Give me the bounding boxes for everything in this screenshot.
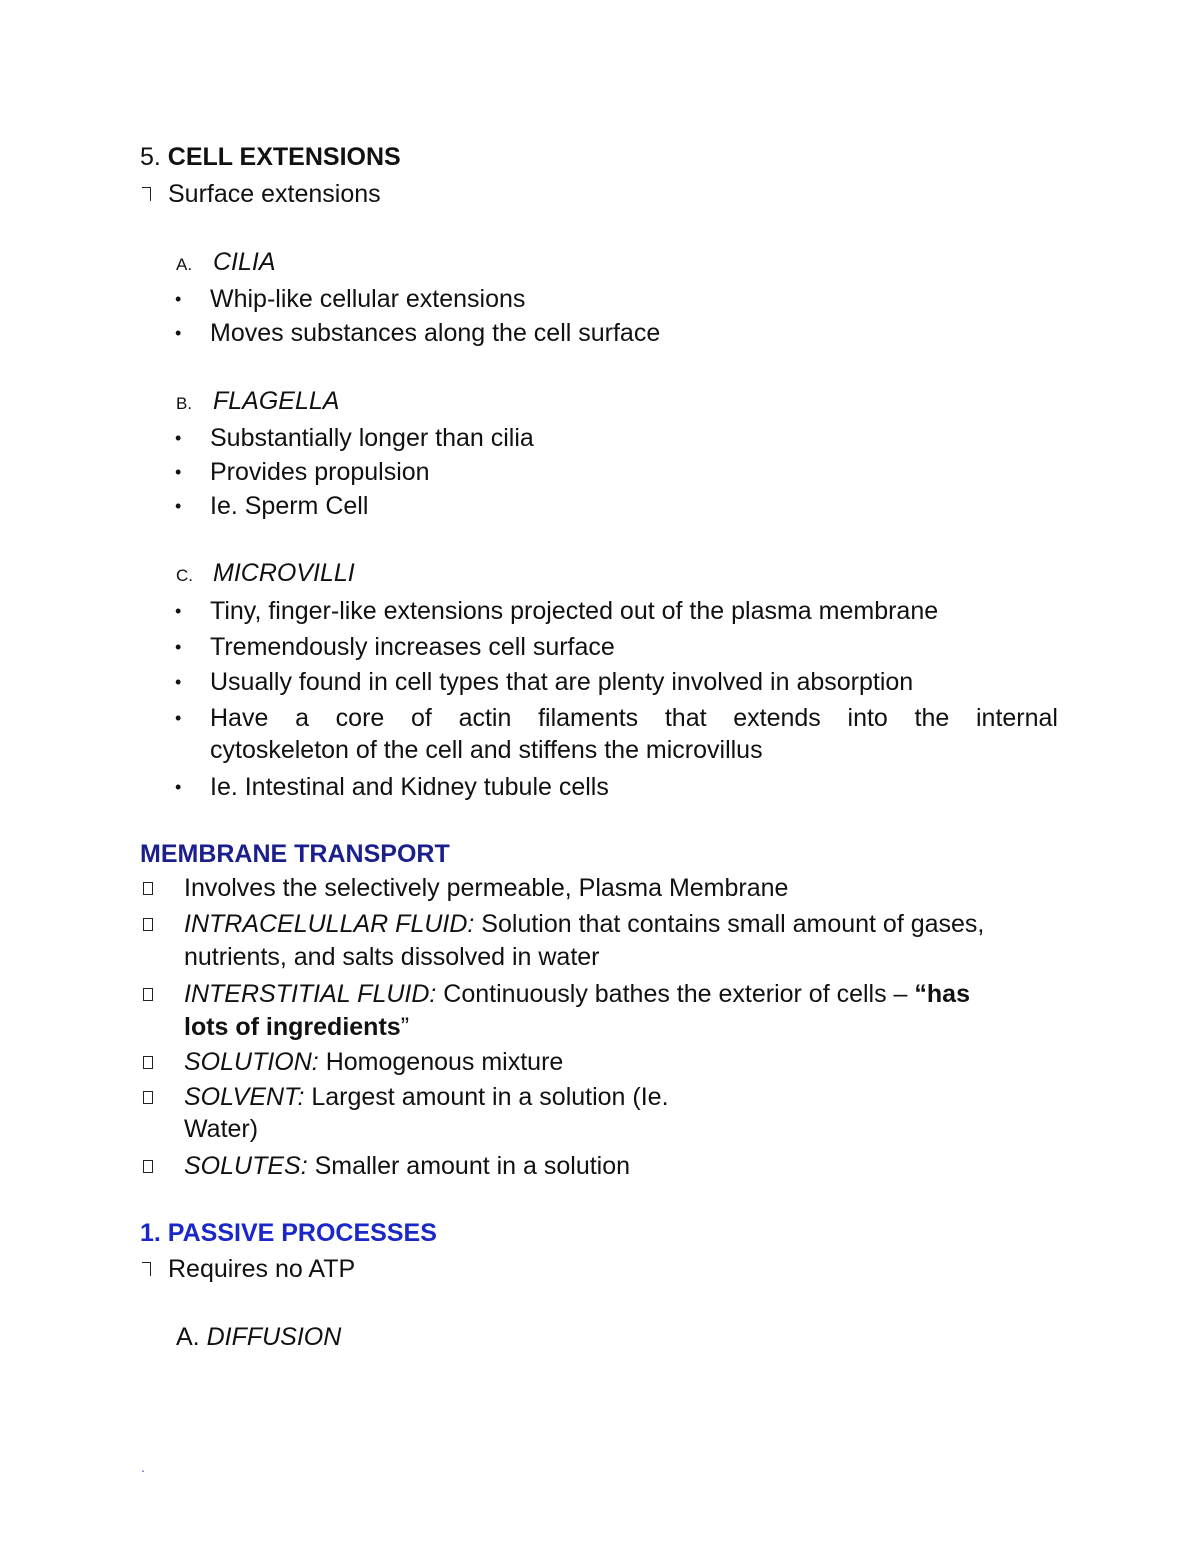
bullet-icon: • [175, 777, 182, 797]
quote-close: ” [400, 1013, 410, 1041]
list-item-continuation: cytoskeleton of the cell and stiffens the microvillus [210, 736, 763, 764]
quote-text: “has [914, 980, 970, 1008]
section-number: 5. [140, 143, 168, 171]
checkbox-icon [143, 918, 153, 931]
list-item [184, 1082, 669, 1112]
list-item: Usually found in cell types that are plenty involved in absorption [210, 668, 914, 696]
bullet-icon: • [175, 496, 182, 516]
checkbox-corner-icon [142, 187, 151, 201]
bullet-icon: • [175, 462, 182, 482]
checkbox-corner-icon [142, 1262, 151, 1276]
checkbox-icon [143, 1091, 153, 1104]
bullet-icon: • [175, 672, 182, 692]
list-item: Whip-like cellular extensions [210, 285, 526, 313]
section-title: CELL EXTENSIONS [167, 143, 401, 171]
footer-mark: . [141, 1459, 145, 1475]
term: SOLUTES: [184, 1152, 308, 1180]
passive-title: PASSIVE PROCESSES [167, 1219, 437, 1247]
list-item: Ie. Sperm Cell [210, 492, 369, 520]
definition: Homogenous mixture [318, 1048, 564, 1076]
term: SOLVENT: [184, 1083, 305, 1111]
bullet-icon: • [175, 323, 182, 343]
checkbox-icon [143, 882, 153, 895]
checkbox-icon [143, 1160, 153, 1173]
diffusion-title: DIFFUSION [206, 1323, 342, 1351]
list-item-continuation [184, 1012, 409, 1042]
list-item: Ie. Intestinal and Kidney tubule cells [210, 773, 609, 801]
diffusion-letter: A. [176, 1323, 207, 1351]
membrane-heading: MEMBRANE TRANSPORT [140, 840, 450, 868]
passive-subtitle: Requires no ATP [168, 1255, 356, 1283]
definition: Smaller amount in a solution [307, 1152, 631, 1180]
checkbox-icon [143, 988, 153, 1001]
quote-text: lots of ingredients [184, 1013, 401, 1041]
section-heading [140, 142, 401, 172]
microvilli-title: MICROVILLI [213, 559, 355, 587]
cilia-letter: A. [176, 255, 193, 274]
microvilli-letter: C. [176, 566, 193, 585]
term: INTRACELULLAR FLUID: [184, 910, 475, 938]
term: SOLUTION: [184, 1048, 319, 1076]
list-item [184, 979, 970, 1009]
bullet-icon: • [175, 708, 182, 728]
list-item: Provides propulsion [210, 458, 430, 486]
passive-number: 1. [140, 1219, 168, 1247]
list-item [184, 909, 984, 939]
section-subtitle: Surface extensions [168, 180, 381, 208]
passive-heading [140, 1218, 437, 1248]
definition: Solution that contains small amount of gases, [474, 910, 985, 938]
bullet-icon: • [175, 601, 182, 621]
flagella-title: FLAGELLA [213, 387, 340, 415]
list-item: Tremendously increases cell surface [210, 633, 615, 661]
list-item-continuation: nutrients, and salts dissolved in water [184, 943, 600, 971]
list-item-continuation: Water) [184, 1115, 259, 1143]
bullet-icon: • [175, 289, 182, 309]
bullet-icon: • [175, 637, 182, 657]
list-item: Substantially longer than cilia [210, 424, 534, 452]
checkbox-icon [143, 1056, 153, 1069]
cilia-title: CILIA [213, 248, 276, 276]
list-item [184, 1047, 563, 1077]
flagella-letter: B. [176, 394, 193, 413]
list-item: Involves the selectively permeable, Plasma Membrane [184, 874, 789, 902]
list-item: Tiny, finger-like extensions projected out of the plasma membrane [210, 597, 939, 625]
definition: Largest amount in a solution (Ie. [304, 1083, 669, 1111]
list-item-justified: Have a core of actin filaments that extends into the internal [210, 704, 1058, 732]
diffusion-heading [176, 1322, 341, 1352]
definition: Continuously bathes the exterior of cells – [436, 980, 915, 1008]
bullet-icon: • [175, 428, 182, 448]
list-item [184, 1151, 630, 1181]
list-item: Moves substances along the cell surface [210, 319, 661, 347]
term: INTERSTITIAL FLUID: [184, 980, 437, 1008]
